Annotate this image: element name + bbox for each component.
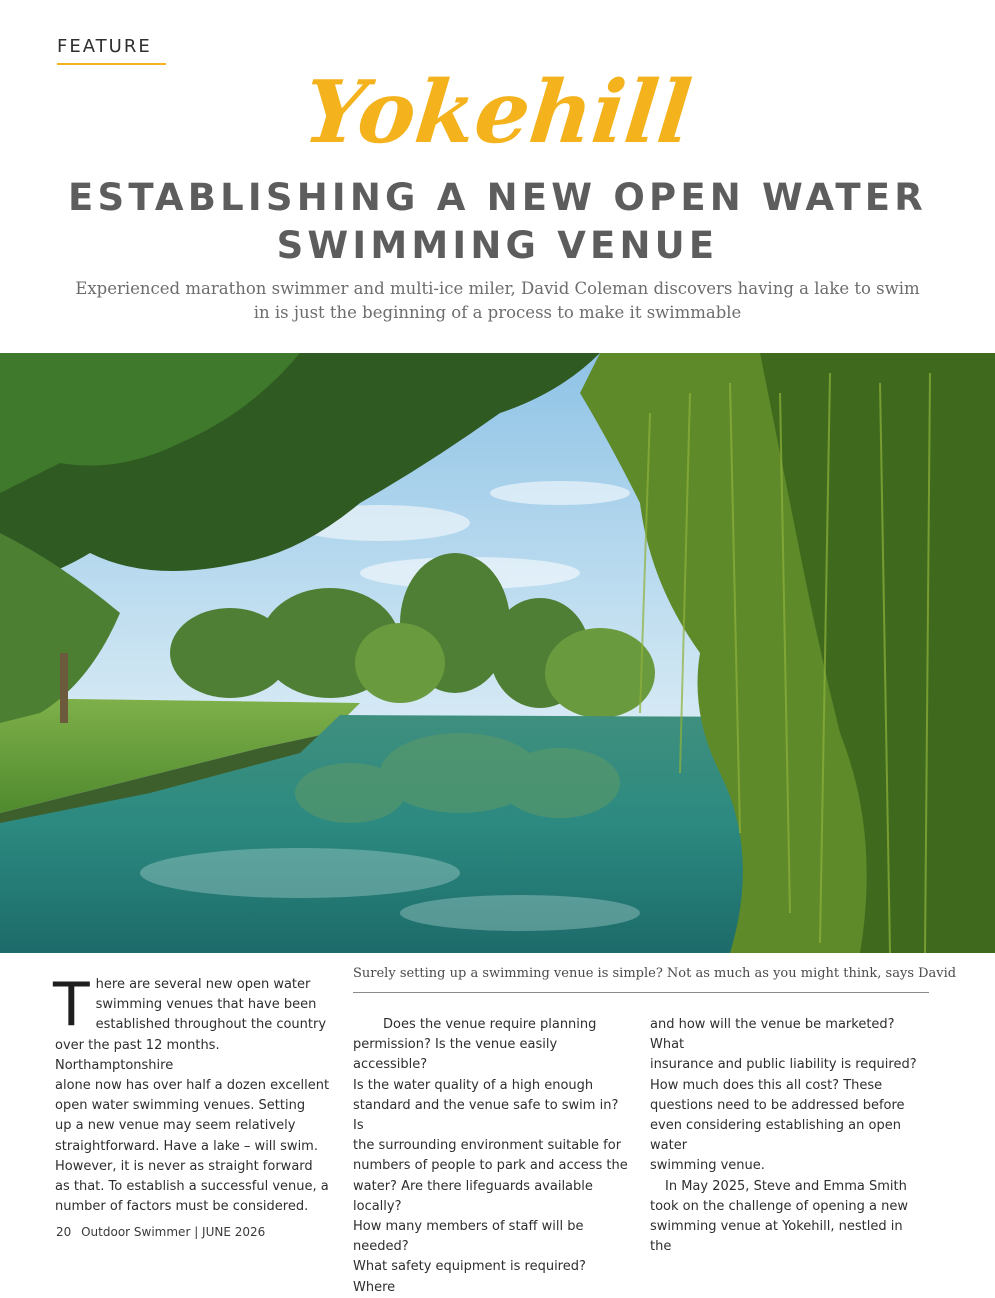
hero-photo-lake <box>0 353 995 953</box>
headline <box>40 174 955 270</box>
body-line: Does the venue require planning <box>383 1017 597 1032</box>
body-line: open water swimming venues. Setting <box>55 1098 306 1114</box>
body-line: standard and the venue safe to swim in? Is <box>353 1097 619 1134</box>
drop-cap: T <box>53 970 90 1040</box>
headline-line-1: ESTABLISHING A NEW OPEN WATER <box>68 176 927 219</box>
body-line: However, it is never as straight forward <box>55 1158 313 1174</box>
article-column-1 <box>53 970 331 1217</box>
page-number: 20 <box>56 1225 72 1239</box>
body-line: straightforward. Have a lake – will swim. <box>55 1138 318 1154</box>
lake-scene-illustration <box>0 353 995 953</box>
body-line: the surrounding environment suitable for <box>353 1138 622 1154</box>
body-line: even considering establishing an open water <box>650 1118 901 1154</box>
standfirst-line-1: Experienced marathon swimmer and multi-ice miler, David Coleman discovers having a lake to swim <box>75 279 920 298</box>
page-footer <box>56 1225 265 1239</box>
photo-caption: Surely setting up a swimming venue is simple? Not as much as you might think, says David <box>353 966 929 993</box>
standfirst <box>70 277 925 325</box>
body-line: What safety equipment is required? Where <box>353 1259 586 1295</box>
body-line: water? Are there lifeguards available locally? <box>353 1178 593 1214</box>
body-line: insurance and public liability is required? <box>650 1057 917 1073</box>
body-line: Is the water quality of a high enough <box>353 1077 594 1093</box>
body-line: questions need to be addressed before <box>650 1097 905 1113</box>
standfirst-line-2: in is just the beginning of a process to make it swimmable <box>253 303 742 322</box>
body-line: here are several new open water <box>95 977 311 992</box>
body-line: up a new venue may seem relatively <box>55 1118 296 1134</box>
body-line: alone now has over half a dozen excellent <box>55 1078 330 1094</box>
body-line: took on the challenge of opening a new <box>650 1198 908 1214</box>
article-column-2 <box>353 1015 629 1298</box>
headline-line-2: SWIMMING VENUE <box>276 224 719 267</box>
body-line: swimming venues that have been <box>95 997 317 1013</box>
body-line: How much does this all cost? These <box>650 1077 883 1093</box>
body-line: permission? Is the venue easily accessible? <box>353 1037 558 1073</box>
title-script: Yokehill <box>299 62 696 163</box>
body-line: How many members of staff will be needed? <box>353 1219 584 1255</box>
body-line: swimming venue at Yokehill, nestled in the <box>650 1219 903 1255</box>
body-line: In May 2025, Steve and Emma Smith <box>665 1178 907 1194</box>
body-line: numbers of people to park and access the <box>353 1158 628 1174</box>
body-line: and how will the venue be marketed? What <box>650 1017 895 1053</box>
body-line: as that. To establish a successful venue, a <box>55 1179 329 1195</box>
body-line: number of factors must be considered. <box>55 1199 309 1215</box>
article-column-3 <box>650 1015 926 1257</box>
body-line: established throughout the country <box>95 1017 327 1033</box>
publication-name: Outdoor Swimmer | JUNE 2026 <box>81 1225 266 1239</box>
body-line: over the past 12 months. Northamptonshire <box>55 1037 220 1073</box>
section-label: FEATURE <box>57 36 166 65</box>
body-line: swimming venue. <box>650 1158 765 1174</box>
